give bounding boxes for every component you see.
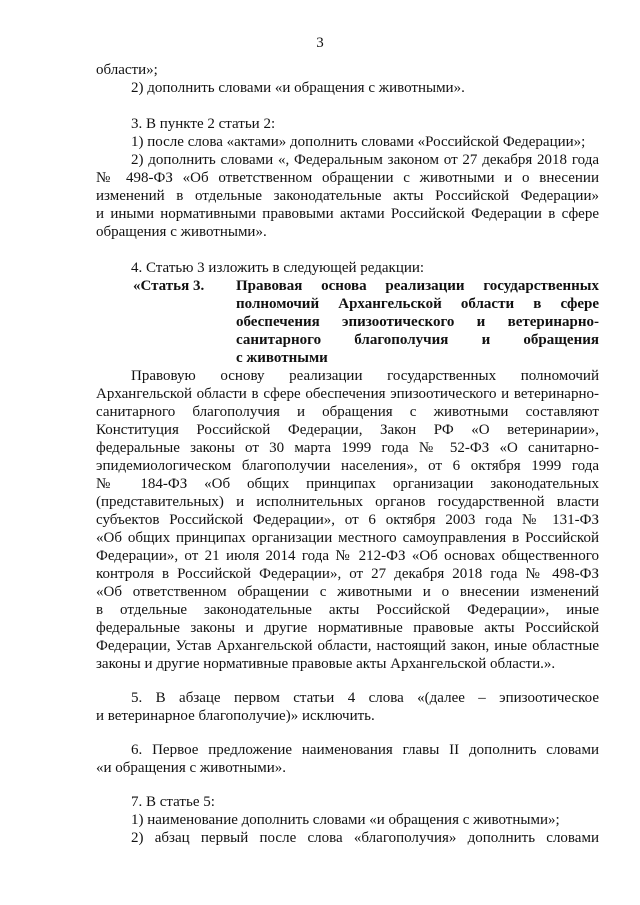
article-title-line: Правовая основа реализации государственных: [236, 278, 599, 294]
text-line: субъектов Российской Федерации», от 6 октября 2003 года № 131-ФЗ: [96, 512, 599, 528]
text-line: изменений в отдельные законодательные акты Российской Федерации»: [96, 188, 599, 204]
text-line: контроля в Российской Федерации», от 27 декабря 2018 года № 498-ФЗ: [96, 566, 599, 582]
text-line: 7. В статье 5:: [131, 794, 215, 810]
text-line: 2) абзац первый после слова «благополучия» дополнить словами: [131, 830, 599, 846]
text-line: Архангельской области в сфере обеспечения эпизоотического и ветеринарно-: [96, 386, 599, 402]
article-title-line: обеспечения эпизоотического и ветеринарно-: [236, 314, 599, 330]
text-line: 3. В пункте 2 статьи 2:: [131, 116, 276, 132]
text-line: 1) наименование дополнить словами «и обращения с животными»;: [131, 812, 560, 828]
text-line: 2) дополнить словами «и обращения с животными».: [131, 80, 465, 96]
text-line: 1) после слова «актами» дополнить словами «Российской Федерации»;: [131, 134, 586, 150]
text-line: Конституция Российской Федерации, Закон РФ «О ветеринарии»,: [96, 422, 599, 438]
text-line: и ветеринарное благополучие)» исключить.: [96, 708, 375, 724]
text-line: Федерации», от 21 июля 2014 года № 212-ФЗ «Об основах общественного: [96, 548, 599, 564]
text-line: 4. Статью 3 изложить в следующей редакции:: [131, 260, 425, 276]
text-line: области»;: [96, 62, 158, 78]
text-line: (представительных) и исполнительных органов государственной власти: [96, 494, 599, 510]
text-line: 6. Первое предложение наименования главы II дополнить словами: [131, 742, 599, 758]
article-title-line: санитарного благополучия и обращения: [236, 332, 599, 348]
text-line: № 498-ФЗ «Об ответственном обращении с животными и о внесении: [96, 170, 599, 186]
text-line: и иными нормативными правовыми актами Российской Федерации в сфере: [96, 206, 599, 222]
text-line: обращения с животными».: [96, 224, 267, 240]
text-line: «и обращения с животными».: [96, 760, 286, 776]
text-line: федеральные законы и другие нормативные правовые акты Российской: [96, 620, 599, 636]
text-line: № 184-ФЗ «Об общих принципах организации законодательных: [96, 476, 599, 492]
article-label: «Статья 3.: [133, 278, 205, 294]
text-line: Федерации, Устав Архангельской области, настоящий закон, иные областные: [96, 638, 599, 654]
text-line: федеральные законы от 30 марта 1999 года № 52-ФЗ «О санитарно-: [96, 440, 599, 456]
page-number: 3: [316, 35, 324, 51]
text-line: 2) дополнить словами «, Федеральным законом от 27 декабря 2018 года: [131, 152, 599, 168]
text-line: «Об ответственном обращении с животными и о внесении изменений: [96, 584, 599, 600]
text-line: законы и другие нормативные правовые акты Архангельской области.».: [96, 656, 556, 672]
text-line: 5. В абзаце первом статьи 4 слова «(далее – эпизоотическое: [131, 690, 599, 706]
text-line: Правовую основу реализации государственных полномочий: [131, 368, 599, 384]
text-line: эпидемиологическом благополучии населения», от 6 октября 1999 года: [96, 458, 599, 474]
text-line: санитарного благополучия и обращения с животными составляют: [96, 404, 599, 420]
article-title-line: полномочий Архангельской области в сфере: [236, 296, 599, 312]
text-line: в отдельные законодательные акты Российской Федерации», иные: [96, 602, 599, 618]
article-title-line: с животными: [236, 350, 328, 366]
text-line: «Об общих принципах организации местного самоуправления в Российской: [96, 530, 599, 546]
